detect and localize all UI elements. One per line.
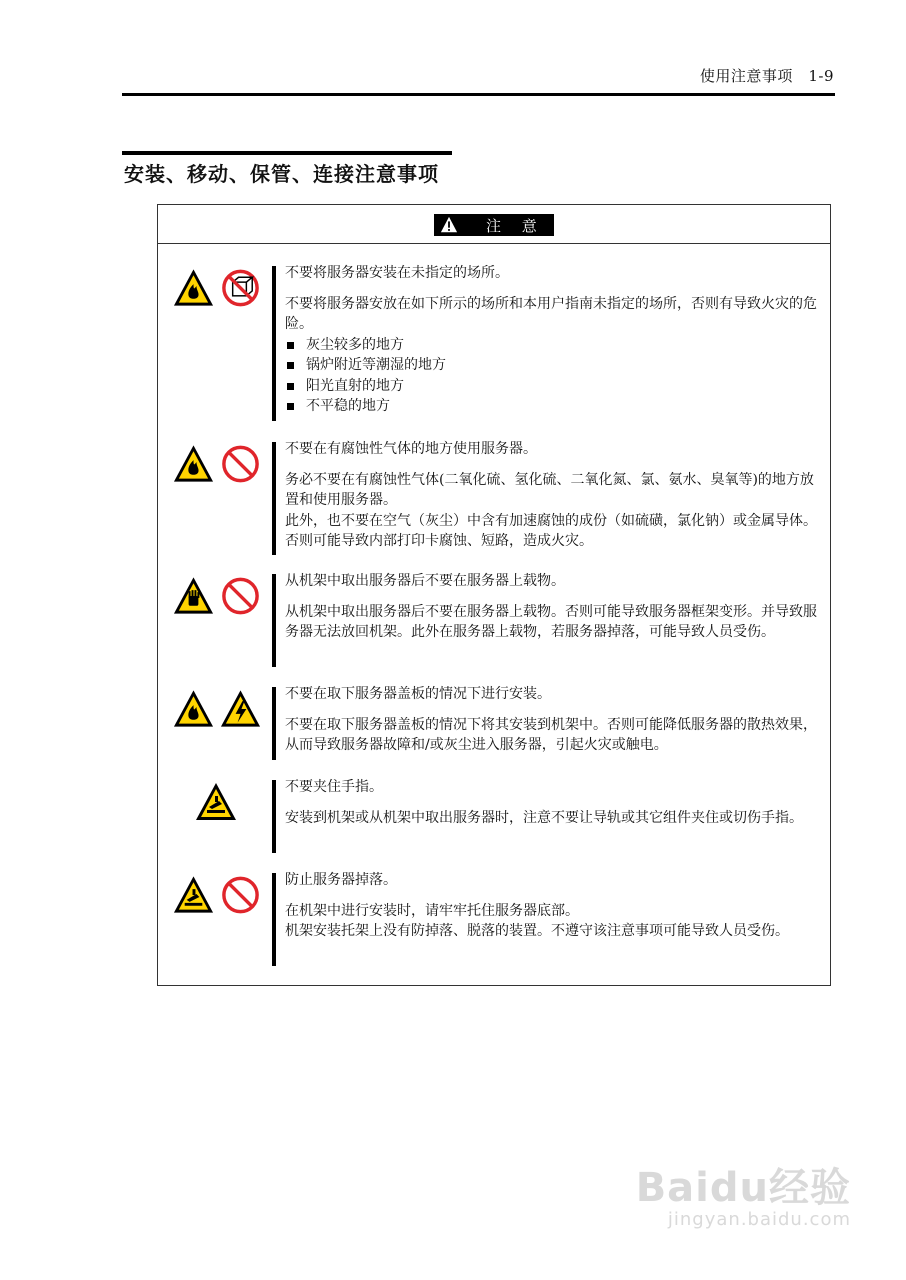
item-body: 从机架中取出服务器后不要在服务器上载物。否则可能导致服务器框架变形。并导致服务器无法放回机架。此外在服务器上载物，若服务器掉落，可能导致人员受伤。 xyxy=(285,603,817,640)
warning-triangle-icon xyxy=(440,216,458,234)
list-item: 阳光直射的地方 xyxy=(285,376,820,397)
item-body: 在机架中进行安装时，请牢牢托住服务器底部。 xyxy=(285,902,579,919)
watermark xyxy=(636,1156,851,1230)
item-body: 不要将服务器安放在如下所示的场所和本用户指南未指定的场所，否则有导致火灾的危险。 xyxy=(285,295,817,332)
list-item: 不平稳的地方 xyxy=(285,396,820,417)
caution-box xyxy=(157,204,831,986)
caution-header xyxy=(158,205,830,244)
watermark-logo: Baidu经验 xyxy=(635,1165,851,1211)
item-title: 不要在取下服务器盖板的情况下进行安装。 xyxy=(285,686,551,702)
page-header: 使用注意事项 1-9 xyxy=(699,67,834,85)
item-title: 从机架中取出服务器后不要在服务器上载物。 xyxy=(285,573,565,589)
item-title: 防止服务器掉落。 xyxy=(285,872,397,888)
finger-pinch-warning-icon xyxy=(172,873,215,917)
finger-pinch-warning-icon xyxy=(194,780,238,824)
prohibition-icon xyxy=(219,574,262,618)
item-bar xyxy=(272,873,276,966)
prohibition-icon xyxy=(219,442,262,486)
item-body: 不要在取下服务器盖板的情况下将其安装到机架中。否则可能降低服务器的散热效果，从而导致服务器故障和/或灰尘进入服务器，引起火灾或触电。 xyxy=(285,716,817,753)
list-item: 锅炉附近等潮湿的地方 xyxy=(285,355,820,376)
item-body-2: 机架安装托架上没有防掉落、脱落的装置。不遵守该注意事项可能导致人员受伤。 xyxy=(285,923,789,939)
fire-warning-icon xyxy=(172,266,215,310)
item-body-2: 此外，也不要在空气（灰尘）中含有加速腐蚀的成份（如硫磺，氯化钠）或金属导体。否则可能导致内部打印卡腐蚀、短路，造成火灾。 xyxy=(285,512,817,549)
item-bar xyxy=(272,780,276,853)
fire-warning-icon xyxy=(172,687,215,731)
list-item: 灰尘较多的地方 xyxy=(285,335,820,356)
caution-label: 注 意 xyxy=(434,214,554,236)
section-title-bar xyxy=(122,151,452,155)
electric-shock-warning-icon xyxy=(219,687,262,731)
header-rule xyxy=(122,93,835,96)
item-bar xyxy=(272,442,276,555)
fire-warning-icon xyxy=(172,442,215,486)
prohibition-icon xyxy=(219,873,262,917)
section-title: 安装、移动、保管、连接注意事项 xyxy=(124,162,439,186)
item-bar xyxy=(272,574,276,667)
item-body: 安装到机架或从机架中取出服务器时，注意不要让导轨或其它组件夹住或切伤手指。 xyxy=(285,809,803,826)
item-bar xyxy=(272,266,276,421)
item-bar xyxy=(272,687,276,760)
item-title: 不要夹住手指。 xyxy=(285,779,383,795)
prohibited-location-icon xyxy=(219,266,262,310)
watermark-url: jingyan.baidu.com xyxy=(667,1209,851,1230)
item-title: 不要将服务器安装在未指定的场所。 xyxy=(285,265,509,281)
item-body: 务必不要在有腐蚀性气体(二氧化硫、氢化硫、二氧化氮、氯、氨水、臭氧等)的地方放置和使用服务器。 xyxy=(285,471,814,508)
hand-injury-warning-icon xyxy=(172,574,215,618)
item-title: 不要在有腐蚀性气体的地方使用服务器。 xyxy=(285,441,537,457)
